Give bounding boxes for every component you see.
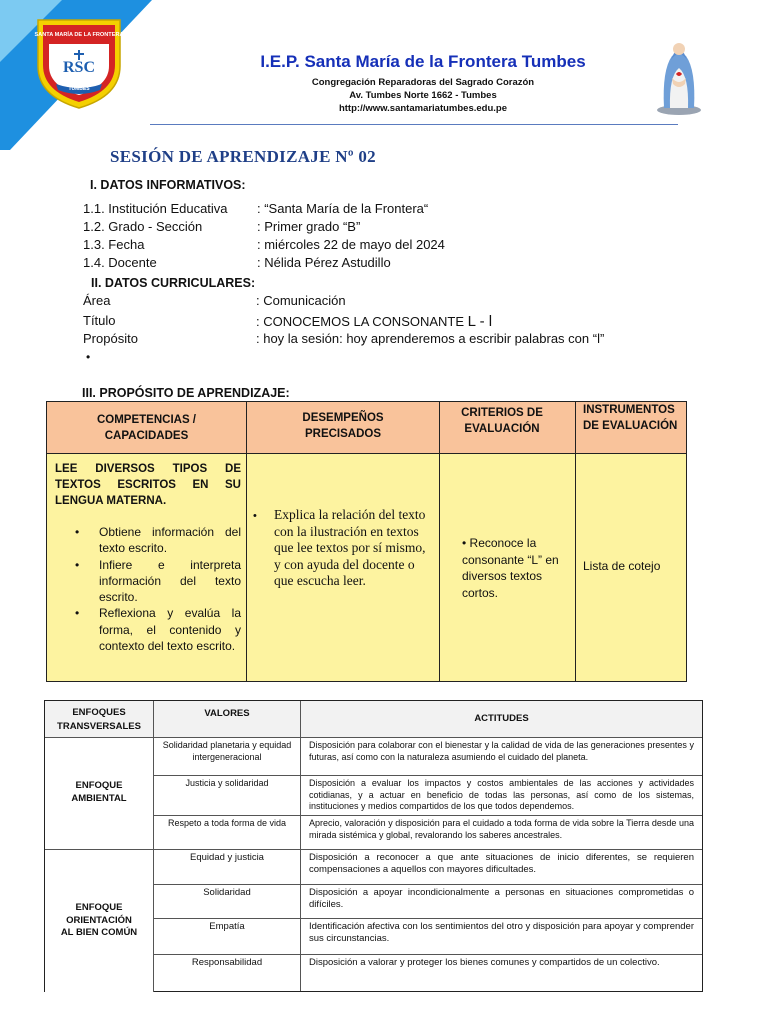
school-logo (34, 14, 124, 110)
attitude-cell (301, 919, 702, 955)
header-valores (154, 701, 301, 738)
attitude-cell (301, 738, 702, 776)
header-actitudes (301, 701, 702, 738)
value-cell (154, 955, 301, 991)
attitude-cell (301, 850, 702, 885)
info-label: 1.1. Institución Educativa (83, 201, 228, 216)
info-value: : Primer grado “B” (257, 219, 361, 234)
capacity-item: • Infiere e interpreta información del texto escrito. (75, 557, 241, 606)
attitude-text: Disposición a valorar y proteger los bienes comunes y compartidos de un colectivo. (309, 957, 660, 968)
value-cell (154, 738, 301, 776)
attitude-cell (301, 885, 702, 919)
info-value: : Nélida Pérez Astudillo (257, 255, 391, 270)
competencias-cell (47, 454, 247, 681)
attitude-text: Identificación afectiva con los sentimientos del otro y disposición para apoyar y comprender sus circunstancias. (309, 921, 694, 944)
section-proposito-heading: III. PROPÓSITO DE APRENDIZAJE: (82, 386, 290, 400)
attitude-cell (301, 955, 702, 991)
capacities-list (75, 524, 241, 654)
approach-bien-comun (45, 850, 154, 992)
website-link[interactable]: http://www.santamariatumbes.edu.pe (338, 103, 508, 114)
logo-top-text: SANTA MARÍA DE LA FRONTERA (34, 32, 124, 38)
logo-monogram: RSC (62, 59, 96, 76)
header-competencias (47, 402, 247, 454)
performance-text: Explica la relación del texto con la ilustración en textos que lee textos por sí mismo, y con ayuda del docente o que escucha leer. (274, 507, 426, 588)
attitude-text: Disposición a reconocer a que ante situaciones de inicio diferentes, se requieren compensaciones a aquellos con mayores dificultades. (309, 852, 694, 875)
value-cell (154, 885, 301, 919)
value-text: Solidaridad planetaria y equidad intergeneracional (162, 740, 292, 762)
session-title: SESIÓN DE APRENDIZAJE Nº 02 (110, 147, 376, 166)
value-text: Equidad y justicia (190, 852, 264, 863)
header-divider (150, 124, 678, 125)
value-cell (154, 919, 301, 955)
virgin-statue-icon (652, 30, 706, 116)
approach-name: ENFOQUE ORIENTACIÓN AL BIEN COMÚN (60, 902, 138, 938)
capacity-item: • Obtiene información del texto escrito. (75, 524, 241, 557)
header-criterios-text: CRITERIOS DE EVALUACIÓN (461, 407, 543, 435)
section-datos-informativos-heading: I. DATOS INFORMATIVOS: (90, 178, 246, 192)
title-value-letters: L - l (467, 313, 493, 330)
curricular-value: : hoy la sesión: hoy aprenderemos a escribir palabras con “l” (256, 331, 605, 346)
school-name: I.E.P. Santa María de la Frontera Tumbes (260, 52, 586, 71)
attitude-text: Disposición a apoyar incondicionalmente a personas en situaciones comprometidas o difíciles. (309, 887, 694, 910)
criterios-cell (440, 454, 576, 681)
congregation-line: Congregación Reparadoras del Sagrado Corazón (311, 77, 535, 88)
header-instrumentos-text: INSTRUMENTOS DE EVALUACIÓN (583, 404, 678, 432)
header-actitudes-text: ACTITUDES (474, 713, 529, 724)
title-value-text: : CONOCEMOS LA CONSONANTE (256, 314, 468, 329)
value-cell (154, 776, 301, 816)
value-text: Empatía (209, 921, 245, 932)
header-enfoques (45, 701, 154, 738)
header-desempenos (247, 402, 440, 454)
logo-bottom-text: TUMBES (68, 86, 90, 92)
approach-name: ENFOQUE AMBIENTAL (71, 780, 127, 804)
capacity-item: • Reflexiona y evalúa la forma, el contenido y contexto del texto escrito. (75, 605, 241, 654)
info-label: 1.4. Docente (83, 255, 157, 270)
performance-bullet: • (253, 510, 257, 522)
header-instrumentos (576, 402, 686, 454)
trailing-bullet: • (86, 350, 91, 364)
section-datos-curriculares-heading: II. DATOS CURRICULARES: (91, 276, 256, 290)
desempenos-cell (247, 454, 440, 681)
header-competencias-text: COMPETENCIAS / CAPACIDADES (96, 414, 197, 442)
address-line: Av. Tumbes Norte 1662 - Tumbes (349, 90, 497, 101)
value-cell (154, 816, 301, 850)
attitude-cell (301, 776, 702, 816)
instrumentos-cell (576, 454, 686, 681)
info-value: : “Santa María de la Frontera“ (257, 201, 429, 216)
value-text: Justicia y solidaridad (185, 778, 269, 788)
header-valores-text: VALORES (204, 708, 250, 719)
value-text: Respeto a toda forma de vida (167, 818, 287, 828)
header-criterios (440, 402, 576, 454)
approach-ambiental (45, 738, 154, 850)
info-value: : miércoles 22 de mayo del 2024 (257, 237, 445, 252)
attitude-text: Disposición para colaborar con el bienestar y la calidad de vida de las generaciones presentes y futuras, así como con la naturaleza asumiendo el cuidado del planeta. (309, 740, 694, 762)
instrument-text: Lista de cotejo (583, 559, 661, 573)
curricular-label: Título (83, 313, 116, 328)
transversal-approaches-table (44, 700, 703, 992)
learning-purpose-table (46, 401, 687, 682)
curricular-value: : Comunicación (256, 293, 346, 308)
attitude-text: Disposición a evaluar los impactos y costos ambientales de las acciones y actividades cotidianas, y a actuar en beneficio de todas las personas, así como de los sistemas, instituciones y medios compartidos de los que todos dependemos. (309, 778, 694, 811)
info-label: 1.3. Fecha (83, 237, 145, 252)
curricular-value (256, 313, 492, 330)
attitude-cell (301, 816, 702, 850)
curricular-label: Propósito (83, 331, 138, 346)
criteria-text: • Reconoce la consonante “L” en diversos textos cortos. (462, 536, 559, 600)
value-text: Responsabilidad (191, 957, 263, 968)
header-enfoques-text: ENFOQUES TRANSVERSALES (57, 707, 141, 732)
attitude-text: Aprecio, valoración y disposición para el cuidado a toda forma de vida sobre la Tierra desde una mirada sistémica y global, revalorando los saberes ancestrales. (309, 818, 694, 840)
curricular-label: Área (83, 293, 111, 308)
header-desempenos-text: DESEMPEÑOS PRECISADOS (302, 412, 384, 440)
value-cell (154, 850, 301, 885)
competence-title: LEE DIVERSOS TIPOS DE TEXTOS ESCRITOS EN SU LENGUA MATERNA. (55, 463, 241, 507)
info-label: 1.2. Grado - Sección (83, 219, 203, 234)
value-text: Solidaridad (203, 887, 251, 898)
